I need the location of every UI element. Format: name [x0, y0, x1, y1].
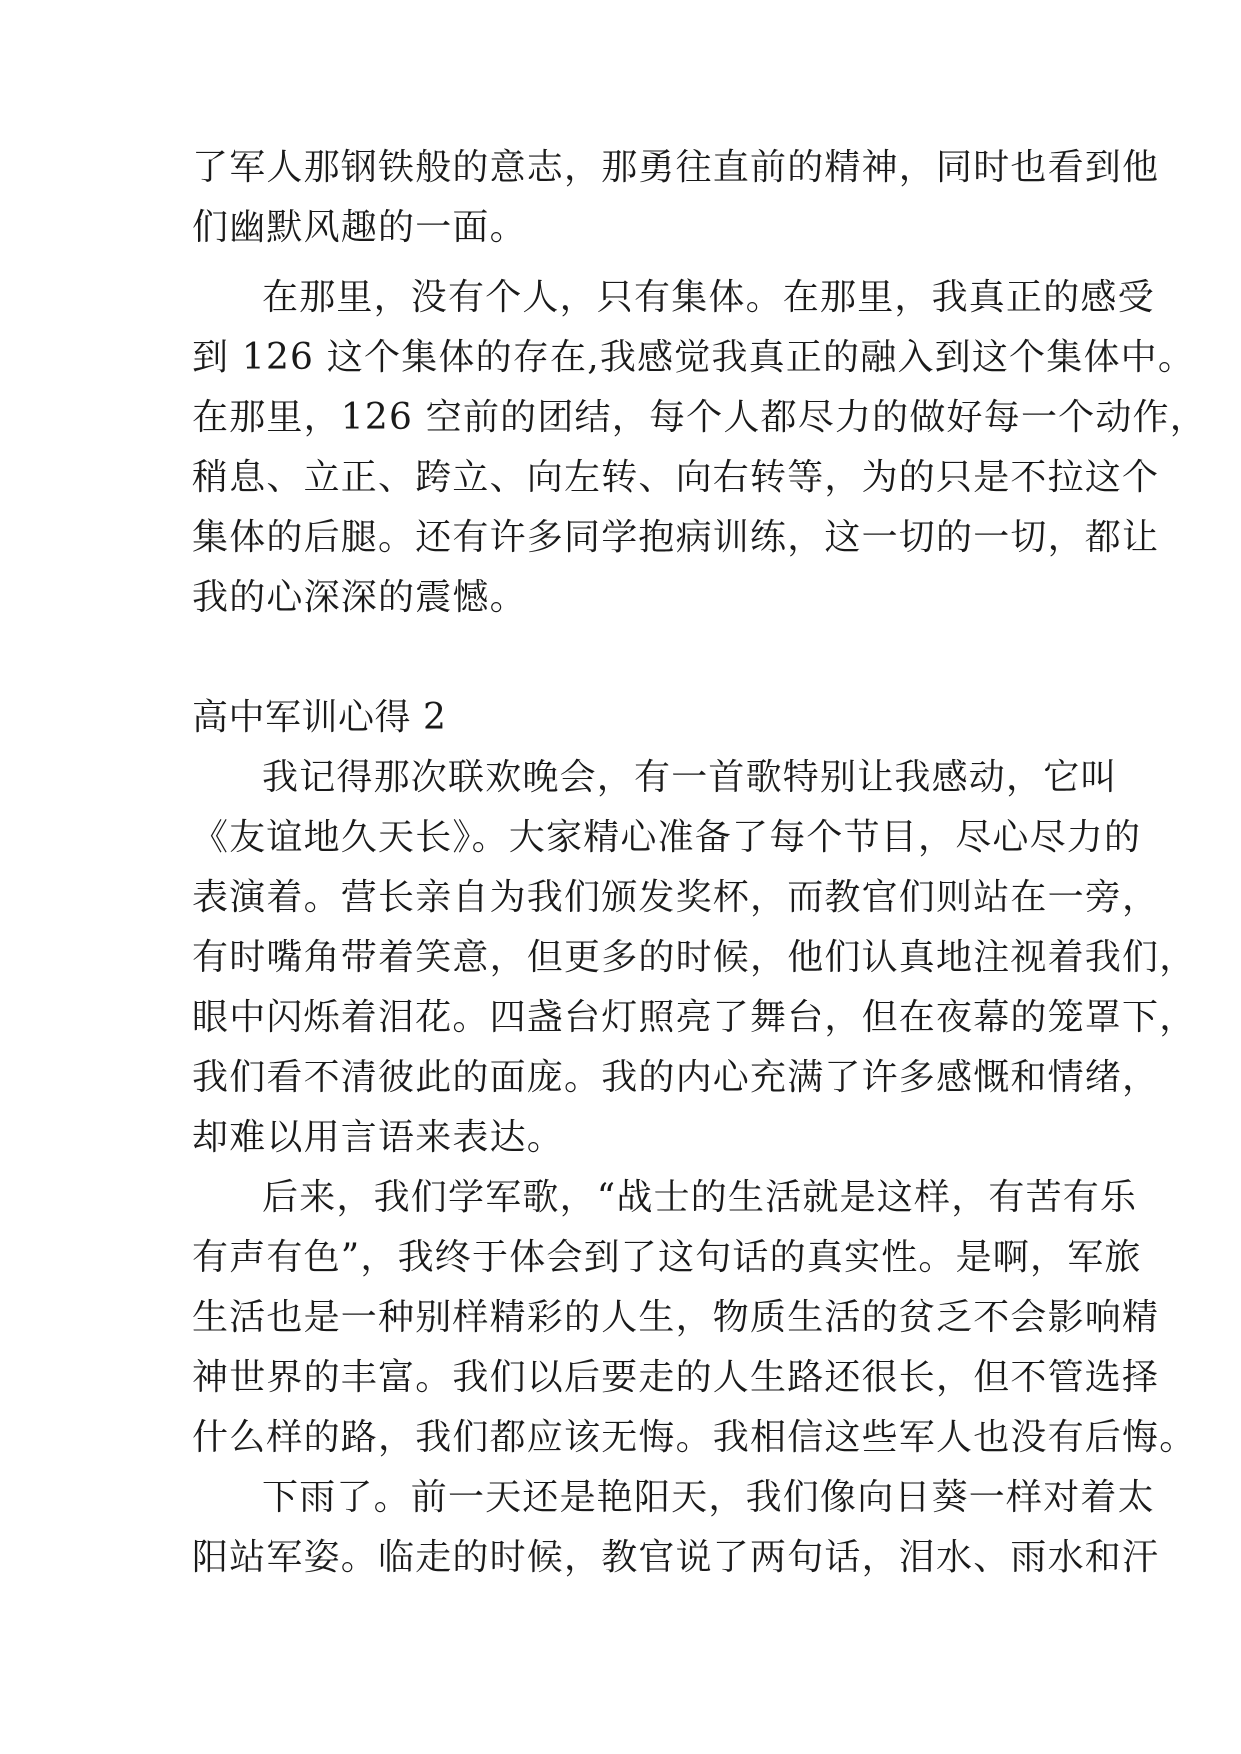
- text-line: 什么样的路，我们都应该无悔。我相信这些军人也没有后悔。: [192, 1417, 1197, 1458]
- paragraph-first-line: 后来，我们学军歌，“战士的生活就是这样，有苦有乐: [262, 1177, 1138, 1218]
- text-line: 稍息、立正、跨立、向左转、向右转等，为的只是不拉这个: [192, 457, 1160, 498]
- text-line: 表演着。营长亲自为我们颁发奖杯，而教官们则站在一旁，: [192, 877, 1160, 918]
- text-line: 眼中闪烁着泪花。四盏台灯照亮了舞台，但在夜幕的笼罩下，: [192, 997, 1197, 1038]
- text-line: 阳站军姿。临走的时候，教官说了两句话，泪水、雨水和汗: [192, 1537, 1160, 1578]
- text-line: 在那里，126 空前的团结，每个人都尽力的做好每一个动作，: [192, 397, 1207, 438]
- paragraph-first-line: 我记得那次联欢晚会，有一首歌特别让我感动，它叫: [262, 757, 1118, 798]
- text-line: 我的心深深的震憾。: [192, 577, 527, 618]
- text-line: 到 126 这个集体的存在,我感觉我真正的融入到这个集体中。: [192, 337, 1196, 378]
- section-heading: 高中军训心得 2: [192, 697, 447, 738]
- text-line: 却难以用言语来表达。: [192, 1117, 565, 1158]
- paragraph-first-line: 下雨了。前一天还是艳阳天，我们像向日葵一样对着太: [262, 1477, 1155, 1518]
- text-line: 有声有色”，我终于体会到了这句话的真实性。是啊，军旅: [192, 1237, 1142, 1278]
- text-line: 集体的后腿。还有许多同学抱病训练，这一切的一切，都让: [192, 517, 1160, 558]
- text-line: 了军人那钢铁般的意志，那勇往直前的精神，同时也看到他: [192, 147, 1160, 188]
- text-line: 生活也是一种别样精彩的人生，物质生活的贫乏不会影响精: [192, 1297, 1160, 1338]
- text-line: 们幽默风趣的一面。: [192, 207, 527, 248]
- paragraph-first-line: 在那里，没有个人，只有集体。在那里，我真正的感受: [262, 277, 1155, 318]
- text-line: 《友谊地久天长》。大家精心准备了每个节目，尽心尽力的: [192, 817, 1142, 858]
- text-line: 有时嘴角带着笑意，但更多的时候，他们认真地注视着我们，: [192, 937, 1197, 978]
- text-line: 我们看不清彼此的面庞。我的内心充满了许多感慨和情绪，: [192, 1057, 1160, 1098]
- text-line: 神世界的丰富。我们以后要走的人生路还很长，但不管选择: [192, 1357, 1160, 1398]
